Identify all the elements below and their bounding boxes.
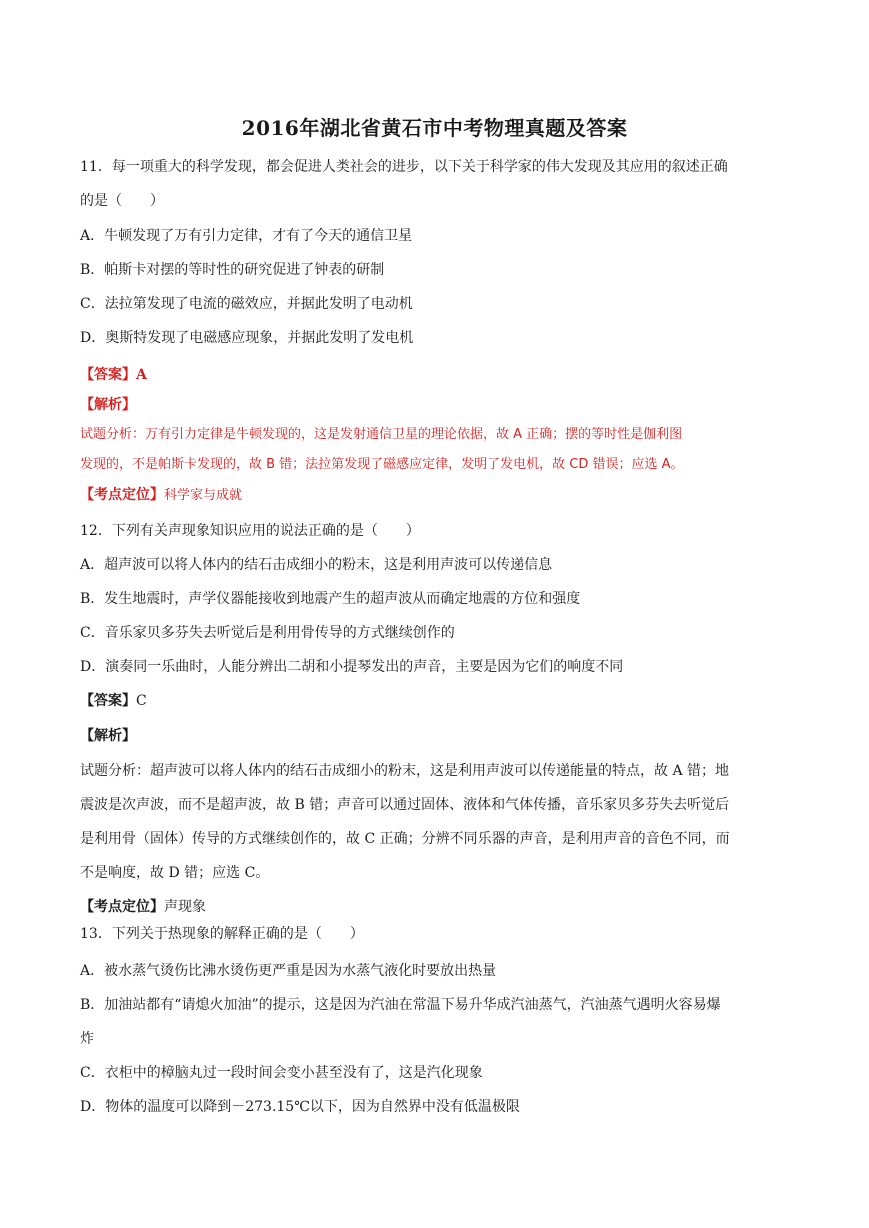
q11-option-d: D．奥斯特发现了电磁感应现象，并据此发明了发电机 (80, 330, 414, 346)
q13-option-a: A．被水蒸气烫伤比沸水烫伤更严重是因为水蒸气液化时要放出热量 (80, 963, 497, 979)
q12-analysis-line4: 不是响度，故 D 错；应选 C。 (80, 865, 270, 881)
q12-option-a: A．超声波可以将人体内的结石击成细小的粉末，这是利用声波可以传递信息 (80, 557, 553, 573)
q11-option-c: C．法拉第发现了电流的磁效应，并据此发明了电动机 (80, 296, 413, 312)
q11-stem-line1: 11．每一项重大的科学发现，都会促进人类社会的进步，以下关于科学家的伟大发现及其应用的叙述正确 (80, 159, 728, 175)
q13-stem: 13．下列关于热现象的解释正确的是（ ） (80, 926, 364, 942)
q12-stem: 12．下列有关声现象知识应用的说法正确的是（ ） (80, 523, 420, 539)
q12-point (80, 898, 206, 916)
q13-option-c: C．衣柜中的樟脑丸过一段时间会变小甚至没有了，这是汽化现象 (80, 1065, 483, 1081)
q12-answer-label: 【答案】 (80, 693, 136, 709)
q11-option-a: A．牛顿发现了万有引力定律，才有了今天的通信卫星 (80, 228, 413, 244)
q12-option-b: B．发生地震时，声学仪器能接收到地震产生的超声波从而确定地震的方位和强度 (80, 591, 581, 607)
q11-answer-value: A (136, 367, 147, 383)
q12-analysis-line1: 试题分析：超声波可以将人体内的结石击成细小的粉末，这是利用声波可以传递能量的特点，故 A 错；地 (80, 763, 730, 779)
q11-analysis-line1: 试题分析：万有引力定律是牛顿发现的，这是发射通信卫星的理论依据，故 A 正确；摆的等时性是伽利图 (80, 427, 683, 442)
q11-answer-label: 【答案】 (80, 367, 136, 383)
q11-stem-line2: 的是（ ） (80, 193, 164, 209)
q12-answer-value: C (136, 693, 147, 709)
q12-point-label: 【考点定位】 (80, 899, 164, 915)
q11-point (80, 486, 242, 505)
q12-analysis-line2: 震波是次声波，而不是超声波，故 B 错；声音可以通过固体、液体和气体传播，音乐家贝多芬失去听觉后 (80, 797, 730, 813)
q12-analysis-label: 【解析】 (80, 728, 136, 744)
q12-answer (80, 692, 147, 710)
q12-option-d: D．演奏同一乐曲时，人能分辨出二胡和小提琴发出的声音，主要是因为它们的响度不同 (80, 659, 624, 675)
q13-option-d: D．物体的温度可以降到－273.15℃以下，因为自然界中没有低温极限 (80, 1099, 520, 1115)
q12-option-c: C．音乐家贝多芬失去听觉后是利用骨传导的方式继续创作的 (80, 625, 455, 641)
q11-point-label: 【考点定位】 (80, 487, 164, 503)
q12-point-value: 声现象 (164, 899, 206, 915)
q11-analysis-label: 【解析】 (80, 397, 136, 413)
q12-analysis-line3: 是利用骨（固体）传导的方式继续创作的，故 C 正确；分辨不同乐器的声音，是利用声音的音色不同，而 (80, 831, 730, 847)
page-title: 2016年湖北省黄石市中考物理真题及答案 (241, 116, 628, 140)
q11-option-b: B．帕斯卡对摆的等时性的研究促进了钟表的研制 (80, 262, 385, 278)
q13-option-b-continued: 炸 (80, 1031, 94, 1047)
q11-answer (80, 366, 147, 384)
q13-option-b: B．加油站都有“请熄火加油”的提示，这是因为汽油在常温下易升华成汽油蒸气，汽油蒸气遇明火容易爆 (80, 997, 721, 1013)
q11-analysis-line2: 发现的，不是帕斯卡发现的，故 B 错；法拉第发现了磁感应定律，发明了发电机，故 CD 错误；应选 A。 (80, 457, 684, 472)
q11-point-value: 科学家与成就 (164, 488, 243, 503)
